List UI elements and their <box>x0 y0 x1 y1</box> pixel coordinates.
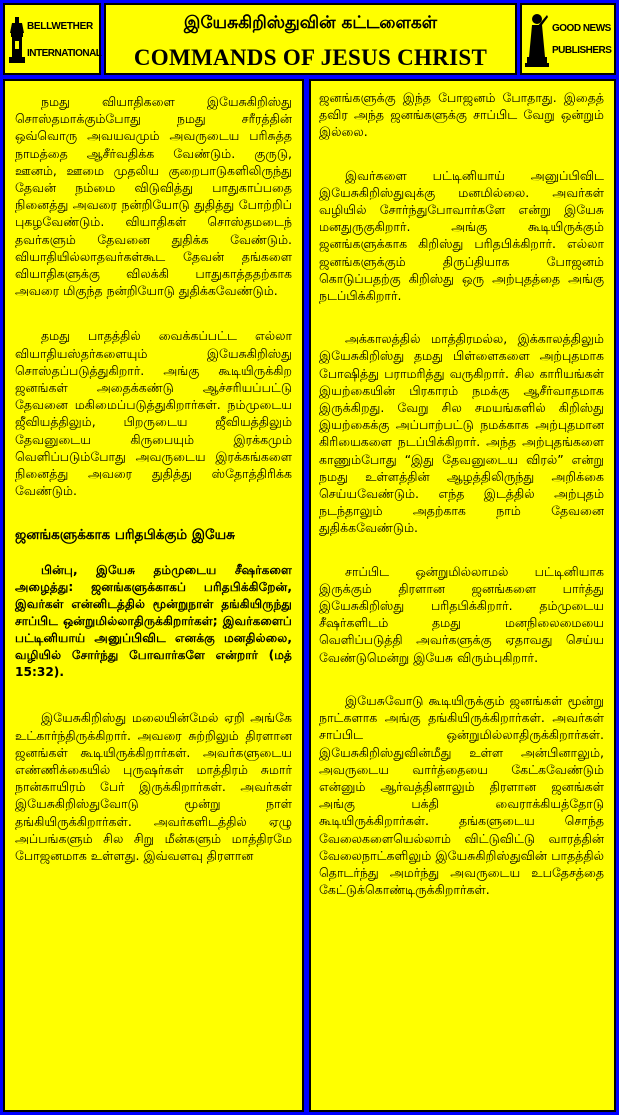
good-news-logo <box>520 3 616 75</box>
left-paragraph-2: தமது பாதத்தில் வைக்கப்பட்ட எல்லா வியாதியஸ்தர்களையும் இயேசுகிறிஸ்து சொஸ்தப்படுத்துகிறார். அங்கு கூடியிருக்கிற ஜனங்கள் அதைக்கண்டு ஆச்சரியப்பட்டு தேவனை மகிமைப்படுத்துகிறார்கள். நம்முடைய ஜீவியத்திலும், பிறருடைய ஜீவியத்திலும் தேவனுடைய கிருபையும் இரக்கமும் வெளிப்படும்போது அவருடைய இரக்கங்களை நினைத்து அவரை துதித்து ஸ்தோத்திரிக்க வேண்டும். <box>15 328 292 499</box>
left-paragraph-1: நமது வியாதிகளை இயேசுகிறிஸ்து சொஸ்தமாக்கும்போது நமது சரீரத்தின் ஒவ்வொரு அவயவமும் அவருடைய பரிசுத்த நாமத்தை ஆசீர்வதிக்க வேண்டும். குருடு, ஊனம், ஊமை முதலிய குறைபாடுகளிலிருந்து தேவன் நம்மை விடுவித்து பாதுகாப்பதை நினைத்து அவரை நன்றியோடு துதித்து போற்றிப் புகழவேண்டும். வியாதிகள் சொஸ்தமடைந் தவர்களும் தேவனை துதிக்க வேண்டும். வியாதியில்லாதவர்கள்கூட தேவன் தங்களை வியாதிகளுக்கு விலக்கி பாதுகாத்ததற்காக அவரை மிகுந்த நன்றியோடு துதிக்கவேண்டும். <box>15 94 292 299</box>
bellwether-logo <box>3 3 101 75</box>
page-header <box>104 3 517 75</box>
trumpet-angel-icon <box>525 13 549 69</box>
title-english: COMMANDS OF JESUS CHRIST <box>133 45 488 70</box>
logo-left-line2: INTERNATIONAL <box>27 48 102 59</box>
right-paragraph-4: சாப்பிட ஒன்றுமில்லாமல் பட்டினியாக இருக்கும் திரளான ஜனங்களை பார்த்து இயேசுகிறிஸ்து பரிதபிக்கிறார். தம்முடைய சீஷர்களிடம் தமது மனநிலைமையை வெளிப்படுத்தி அவர்களுக்கு ஏதாவது செய்ய வேண்டுமென்று இயேசு விரும்புகிறார். <box>319 563 604 665</box>
right-paragraph-2: இவர்களை பட்டினியாய் அனுப்பிவிட இயேசுகிறிஸ்துவுக்கு மனமில்லை. அவர்கள் வழியில் சோர்ந்துபோவார்களே என்று இயேசு மனதுருகுகிறார். அங்கு கூடியிருக்கும் ஜனங்களுக்காக கிறிஸ்து பரிதபிக்கிறார். எல்லா ஜனங்களுக்கும் திருப்தியாக போஜனம் கொடுப்பதற்கு கிறிஸ்து ஒரு அற்புதத்தை அங்கு நடப்பிக்கிறார். <box>319 167 604 304</box>
section-heading: ஜனங்களுக்காக பரிதபிக்கும் இயேசு <box>15 527 235 544</box>
right-paragraph-3: அக்காலத்தில் மாத்திரமல்ல, இக்காலத்திலும் இயேசுகிறிஸ்து தமது பிள்ளைகளை அற்புதமாக போஷித்து பராமரித்து வருகிறார். சில காரியங்கள் இயற்கையின் பிரகாரம் நமக்கு ஆசீர்வாதமாக இருக்கிறது. வேறு சில சமயங்களில் கிறிஸ்து இயற்கைக்கு அப்பாற்பட்டு நமக்காக அற்புதமான கிரியைகளை நடப்பிக்கிறார். அந்த அற்புதங்களை காணும்போது “இது தேவனுடைய விரல்” என்று நமது உள்ளத்தின் ஆழத்திலிருந்து அறிக்கை செய்யவேண்டும். எந்த இடத்தில் அற்புதம் நடந்தாலும் அதற்காக நாம் தேவனை துதிக்கவேண்டும். <box>319 331 604 536</box>
right-column <box>309 79 616 1112</box>
left-paragraph-3: இயேசுகிறிஸ்து மலையின்மேல் ஏறி அங்கே உட்கார்ந்திருக்கிறார். அவரை சுற்றிலும் திரளான ஜனங்கள் கூடியிருக்கிறார்கள். அவர்களுடைய எண்ணிக்கையில் புருஷர்கள் மாத்திரம் சுமார் நான்காயிரம் பேர் இருக்கிறார்கள். அவர்கள் இயேசுகிறிஸ்துவோடு மூன்று நாள் தங்கியிருக்கிறார்கள். அவர்களிடத்தில் ஏழு அப்பங்களும் சில சிறு மீன்களும் மாத்திரமே போஜனமாக உள்ளது. இவ்வளவு திரளான <box>15 710 292 864</box>
scripture-quote: பின்பு, இயேசு தம்முடைய சீஷர்களை அழைத்து: ஜனங்களுக்காகப் பரிதபிக்கிறேன், இவர்கள் என்னிடத்தில் மூன்றுநாள் தங்கியிருந்து சாப்பிட ஒன்றுமில்லாதிருக்கிறார்கள்; இவர்களைப் பட்டினியாய் அனுப்பிவிட எனக்கு மனதில்லை, வழியில் சோர்ந்து போவார்களே என்றார் (மத் 15:32). <box>15 563 292 680</box>
right-paragraph-1: ஜனங்களுக்கு இந்த போஜனம் போதாது. இதைத் தவிர அந்த ஜனங்களுக்கு சாப்பிட வேறு ஒன்றும் இல்லை. <box>319 90 604 140</box>
right-paragraph-5: இயேசுவோடு கூடியிருக்கும் ஜனங்கள் மூன்று நாட்களாக அங்கு தங்கியிருக்கிறார்கள். அவர்கள் சாப்பிட ஒன்றுமில்லாதிருக்கிறார்கள். இயேசுகிறிஸ்துவின்மீது உள்ள அன்பினாலும், அவருடைய வார்த்தையை கேட்கவேண்டும் என்னும் ஆர்வத்தினாலும் திரளான ஜனங்கள் அங்கு பக்தி வைராக்கியத்தோடு கூடியிருக்கிறார்கள். தங்களுடைய சொந்த வேலைகளையெல்லாம் விட்டுவிட்டு வாரத்தின் வேலைநாட்களிலும் இயேசுகிறிஸ்துவின் பாதத்தில் தொடர்ந்து அமர்ந்து அவருடைய உபதேசத்தை கேட்டுக்கொண்டிருக்கிறார்கள். <box>319 692 604 898</box>
title-tamil: இயேசுகிறிஸ்துவின் கட்டளைகள் <box>183 13 438 33</box>
bell-tower-icon <box>8 17 26 65</box>
left-column <box>3 79 304 1112</box>
logo-right-line1: GOOD NEWS <box>552 23 611 34</box>
logo-left-line1: BELLWETHER <box>27 21 93 32</box>
logo-right-line2: PUBLISHERS <box>552 45 612 56</box>
